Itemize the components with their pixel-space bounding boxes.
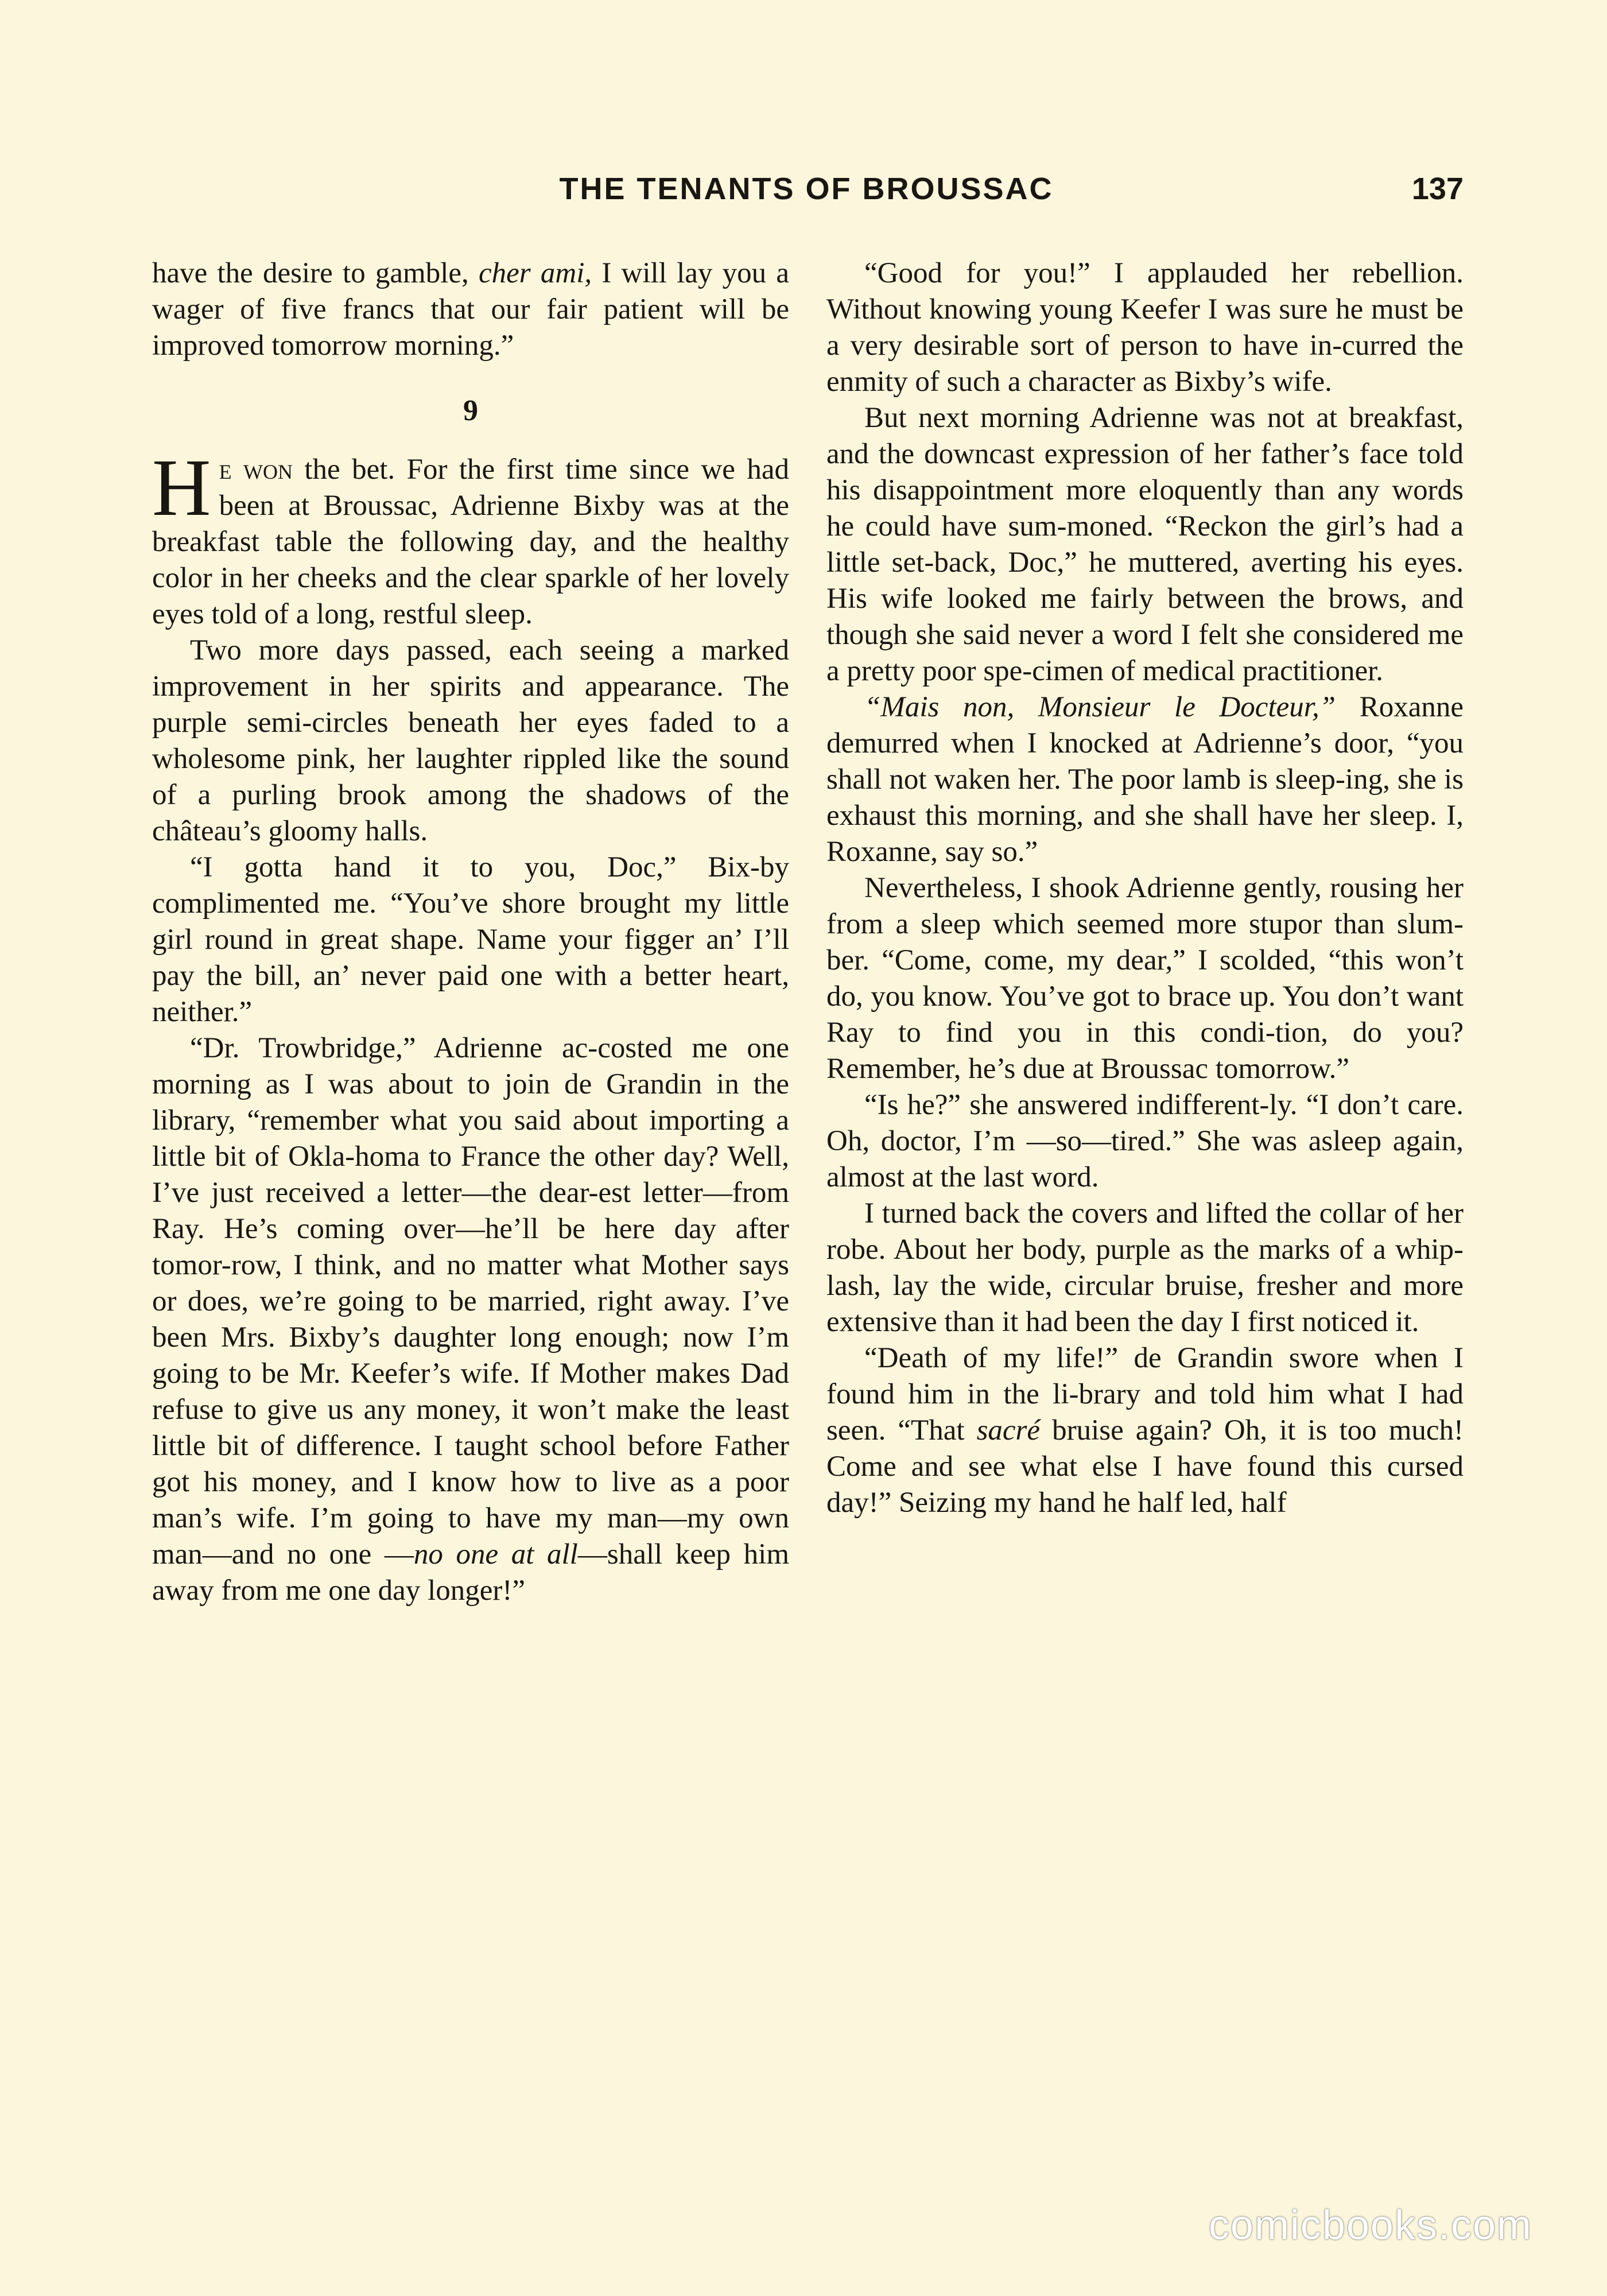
drop-cap: H bbox=[152, 442, 211, 533]
italic-text: sacré bbox=[976, 1414, 1041, 1446]
text-run: have the desire to gamble, bbox=[152, 257, 479, 289]
italic-text: no one at all bbox=[413, 1538, 578, 1570]
paragraph bbox=[152, 1030, 789, 1609]
italic-text: “Mais non, Monsieur le Docteur,” bbox=[864, 691, 1336, 723]
text-run: I will lay you a wager of five francs that our fair patient will be improved tomorrow morning.” bbox=[152, 257, 790, 362]
running-title: THE TENANTS OF BROUSSAC bbox=[559, 172, 1054, 206]
section-number: 9 bbox=[463, 394, 478, 427]
text-run: —shall keep him away from me one day longer!” bbox=[152, 1538, 789, 1607]
paragraph: But next morning Adrienne was not at breakfast, and the downcast expression of her father’s face told his disappointment more eloquently than any words he could have sum-moned. “Reckon the girl’s had a little set-back, Doc,” he muttered, averting his eyes. His wife looked me fairly between the brows, and though she said never a word I felt she considered me a pretty poor spe-cimen of medical practitioner. bbox=[826, 402, 1464, 687]
text-run: Roxanne demurred when I knocked at Adrienne’s door, “you shall not waken her. The poor lamb is sleep-ing, she is exhaust this morning, and she shall have her sleep. I, Roxanne, say so.” bbox=[826, 691, 1464, 868]
paragraph: I turned back the covers and lifted the collar of her robe. About her body, purple as the marks of a whip-lash, lay the wide, circular bruise, fresher and more extensive than it had been the day I first noticed it. bbox=[826, 1197, 1464, 1338]
paragraph: “Is he?” she answered indifferent-ly. “I don’t care. Oh, doctor, I’m —so—tired.” She was asleep again, almost at the last word. bbox=[826, 1089, 1464, 1193]
paragraph-opening bbox=[152, 442, 789, 633]
paragraph: Nevertheless, I shook Adrienne gently, rousing her from a sleep which seemed more stupor than slum-ber. “Come, come, my dear,” I scolded, “this won’t do, you know. You’ve got to brace up. You don’t want Ray to find you in this condi-tion, do you? Remember, he’s due at Broussac tomorrow.” bbox=[826, 872, 1464, 1085]
watermark: comicbooks.com bbox=[1208, 2202, 1532, 2248]
text-run: “Dr. Trowbridge,” Adrienne ac-costed me one morning as I was about to join de Grandin in the library, “remember what you said about importing a little bit of Okla-homa to France the other day? Well, I’ve just received a letter—the dear-est letter—from Ray. He’s coming over—he’ll be here day after tomor-row, I think, and no matter what Mother says or does, we’re going to be married, right away. I’ve been Mrs. Bixby’s daughter long enough; now I’m going to be Mr. Keefer’s wife. If Mother makes Dad refuse to give us any money, it won’t make the least little bit of difference. I taught school before Father got his money, and I know how to live as a poor man’s wife. I’m going to have my man—my own man—and no one — bbox=[152, 1032, 789, 1570]
paragraph: Two more days passed, each seeing a marked improvement in her spirits and appearance. The purple semi-circles beneath her eyes faded to a wholesome pink, her laughter rippled like the sound of a purling brook among the shadows of the château’s gloomy halls. bbox=[152, 634, 789, 847]
right-column bbox=[826, 255, 1464, 1521]
paragraph: “Good for you!” I applauded her rebellion. Without knowing young Keefer I was sure he must be a very desirable sort of person to have in-curred the enmity of such a character as Bixby’s wife. bbox=[826, 257, 1464, 398]
text-run: “Death of my life!” de Grandin swore when I found him in the li-brary and told him what I had seen. “That bbox=[826, 1342, 1464, 1446]
left-column bbox=[152, 255, 789, 1609]
text-run: bruise again? Oh, it is too much! Come and see what else I have found this cursed day!” Seizing my hand he half led, half bbox=[826, 1414, 1464, 1519]
paragraph bbox=[152, 255, 789, 364]
paragraph bbox=[826, 689, 1464, 870]
page-header bbox=[149, 171, 1464, 217]
paragraph: “I gotta hand it to you, Doc,” Bix-by complimented me. “You’ve shore brought my little girl round in great shape. Name your figger an’ I’ll pay the bill, an’ never paid one with a better heart, neither.” bbox=[152, 851, 789, 1028]
paragraph bbox=[826, 1340, 1464, 1521]
small-caps-lead: e won bbox=[219, 453, 293, 486]
paragraph-text: the bet. For the first time since we had been at Broussac, Adrienne Bixby was at the breakfast table the following day, and the healthy color in her cheeks and the clear sparkle of her lovely eyes told of a long, restful sleep. bbox=[152, 453, 789, 630]
page-number: 137 bbox=[1411, 172, 1464, 206]
italic-text: cher ami, bbox=[479, 257, 592, 289]
